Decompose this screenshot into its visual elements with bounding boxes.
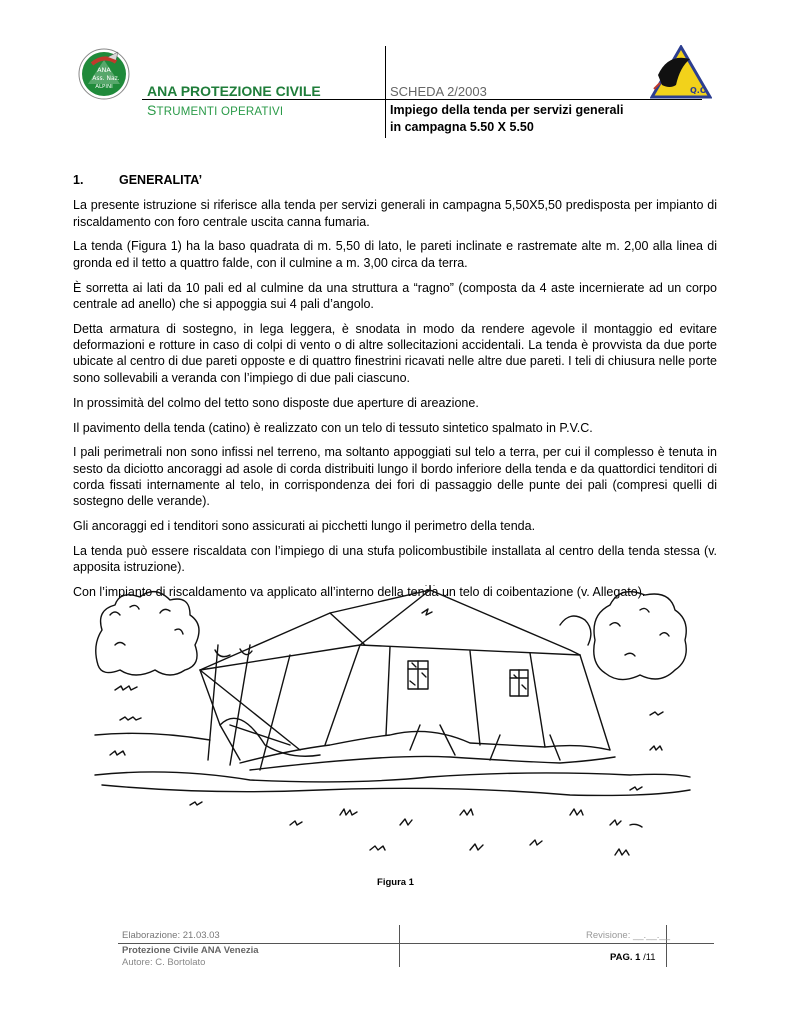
svg-text:Ass. Naz.: Ass. Naz. <box>92 75 120 82</box>
page-total: /11 <box>643 952 656 963</box>
svg-text:Q.O: Q.O <box>690 86 707 95</box>
section-number: 1. <box>73 173 84 187</box>
paragraph: I pali perimetrali non sono infissi nel terreno, ma soltanto appoggiati sul telo a terra, per cui il complesso è tenuta in sesto da diciotto ancoraggi ad asole di corda distribuiti lungo il bordo inferiore della tenda e da quattordici tenditori di corda fissati internamente al telo, in corrispondenza dei fori di passaggio delle punte dei pali (compresi quelli di sostegno delle verande). <box>73 445 717 509</box>
paragraph: La tenda (Figura 1) ha la baso quadrata di m. 5,50 di lato, le pareti inclinate e rastremate alte m. 2,00 alla linea di gronda ed il tetto a quattro falde, con il culmine a m. 3,00 circa da terra. <box>73 239 717 270</box>
section-heading <box>73 172 717 188</box>
section-title: GENERALITA’ <box>119 173 203 187</box>
footer-elaborazione: Elaborazione: 21.03.03 <box>122 930 220 941</box>
document-title: ANA PROTEZIONE CIVILE <box>147 83 321 99</box>
paragraph: La presente istruzione si riferisce alla tenda per servizi generali in campagna 5,50X5,50 predisposta per impianto di riscaldamento con foro centrale uscita canna fumaria. <box>73 198 717 229</box>
footer-divider-vertical <box>399 925 400 967</box>
svg-text:ANA: ANA <box>97 66 111 74</box>
header-divider-horizontal <box>142 99 702 100</box>
footer-author: Autore: C. Bortolato <box>122 957 206 968</box>
footer-revisione: Revisione: __.__.__ <box>586 930 670 941</box>
paragraph: In prossimità del colmo del tetto sono disposte due aperture di areazione. <box>73 395 479 410</box>
paragraph: Il pavimento della tenda (catino) è realizzato con un telo di tessuto sintetico spalmato in P.V.C. <box>73 420 593 435</box>
footer-divider <box>118 943 714 944</box>
document-subtitle <box>147 102 283 118</box>
paragraph: Detta armatura di sostegno, in lega leggera, è snodata in modo da rendere agevole il montaggio ed evitare deformazioni e rotture in caso di colpi di vento o di altre sollecitazioni accidentali. La tenda è provvista da due porte ubicate al centro di due pareti opposte e di quattro finestrini ricavati nelle altre due pareti. I teli di chiusura nelle porte sono sollevabili a veranda con l’impiego di due pali ciascuno. <box>73 321 717 385</box>
tent-illustration <box>90 585 695 875</box>
main-content <box>73 172 717 609</box>
paragraph: Gli ancoraggi ed i tenditori sono assicurati ai picchetti lungo il perimetro della tenda. <box>73 519 536 534</box>
header-divider-vertical <box>385 46 386 138</box>
page-number <box>610 952 656 963</box>
ana-logo <box>78 48 130 100</box>
scheda-number: SCHEDA 2/2003 <box>390 84 487 99</box>
figure-caption: Figura 1 <box>377 877 414 888</box>
subtitle-initial: S <box>147 102 157 118</box>
paragraph: Con l’impianto di riscaldamento va applicato all’interno della tenda un telo di coibentazione (v. Allegato). <box>73 585 646 600</box>
svg-text:ALPINI: ALPINI <box>95 84 113 90</box>
paragraph: È sorretta ai lati da 10 pali ed al culmine da una struttura a “ragno” (composta da 4 aste incernierate ad un corpo centrale ad anello) che si appoggia sui 4 pali d’angolo. <box>73 280 717 311</box>
scheda-description: Impiego della tenda per servizi generali in campagna 5.50 X 5.50 <box>390 103 624 134</box>
footer-organization: Protezione Civile ANA Venezia <box>122 945 259 956</box>
subtitle-rest: TRUMENTI OPERATIVI <box>156 106 284 118</box>
page-label: PAG. 1 <box>610 952 641 963</box>
paragraph: La tenda può essere riscaldata con l’impiego di una stufa policombustibile installata al centro della tenda stessa (v. apposita istruzione). <box>73 544 717 575</box>
eagle-triangle-logo <box>650 45 712 99</box>
